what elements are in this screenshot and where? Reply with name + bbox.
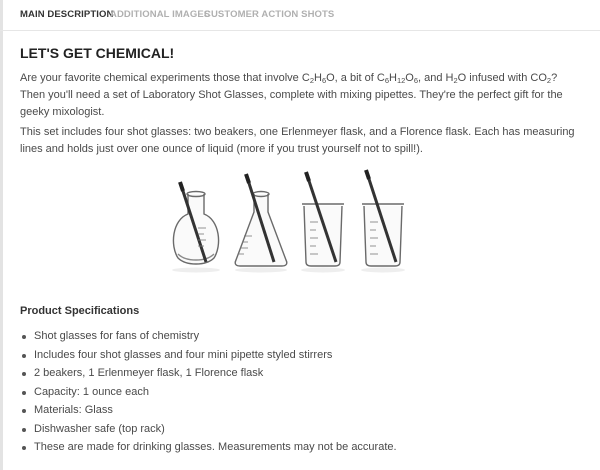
specs-list: [20, 330, 397, 460]
laboratory-shot-glasses-image: [160, 166, 422, 284]
beaker-glass-2: [361, 170, 405, 273]
bullet-icon: [22, 428, 26, 432]
bullet-icon: [22, 335, 26, 339]
list-item: Capacity: 1 ounce each: [20, 386, 397, 405]
tab-main-description[interactable]: MAIN DESCRIPTION: [20, 9, 114, 20]
florence-flask-glass: [172, 182, 220, 273]
bullet-icon: [22, 446, 26, 450]
tab-divider: [0, 30, 600, 31]
list-item: 2 beakers, 1 Erlenmeyer flask, 1 Florence flask: [20, 367, 397, 386]
list-item: Dishwasher safe (top rack): [20, 423, 397, 442]
list-item: Shot glasses for fans of chemistry: [20, 330, 397, 349]
page-title: LET'S GET CHEMICAL!: [20, 45, 175, 61]
set-description-paragraph: This set includes four shot glasses: two beakers, one Erlenmeyer flask, and a Florence flask. Each has measuring lines and holds just over one ounce of liquid (more if you trust yourself not to spill!).: [20, 126, 575, 155]
bullet-icon: [22, 372, 26, 376]
bullet-icon: [22, 391, 26, 395]
tab-customer-action-shots[interactable]: CUSTOMER ACTION SHOTS: [204, 9, 335, 20]
bullet-icon: [22, 354, 26, 358]
left-border: [0, 0, 3, 470]
specs-heading: Product Specifications: [20, 305, 140, 317]
list-item: These are made for drinking glasses. Measurements may not be accurate.: [20, 441, 397, 460]
list-item: Materials: Glass: [20, 404, 397, 423]
bullet-icon: [22, 409, 26, 413]
tab-additional-images[interactable]: ADDITIONAL IMAGES: [110, 9, 211, 20]
list-item: Includes four shot glasses and four mini pipette styled stirrers: [20, 349, 397, 368]
beaker-glass-1: [301, 172, 345, 273]
erlenmeyer-flask-glass: [235, 174, 287, 273]
intro-paragraph: Are your favorite chemical experiments those that involve $C_2H_6O$, a bit of $C_6H_{12}O_6$, and $H_2O$ infused with $CO_2$? Then you'll need a set of Laboratory Shot Glasses, complete with mixing pipettes. They're the perfect gift for the geeky mixologist.: [20, 72, 563, 118]
